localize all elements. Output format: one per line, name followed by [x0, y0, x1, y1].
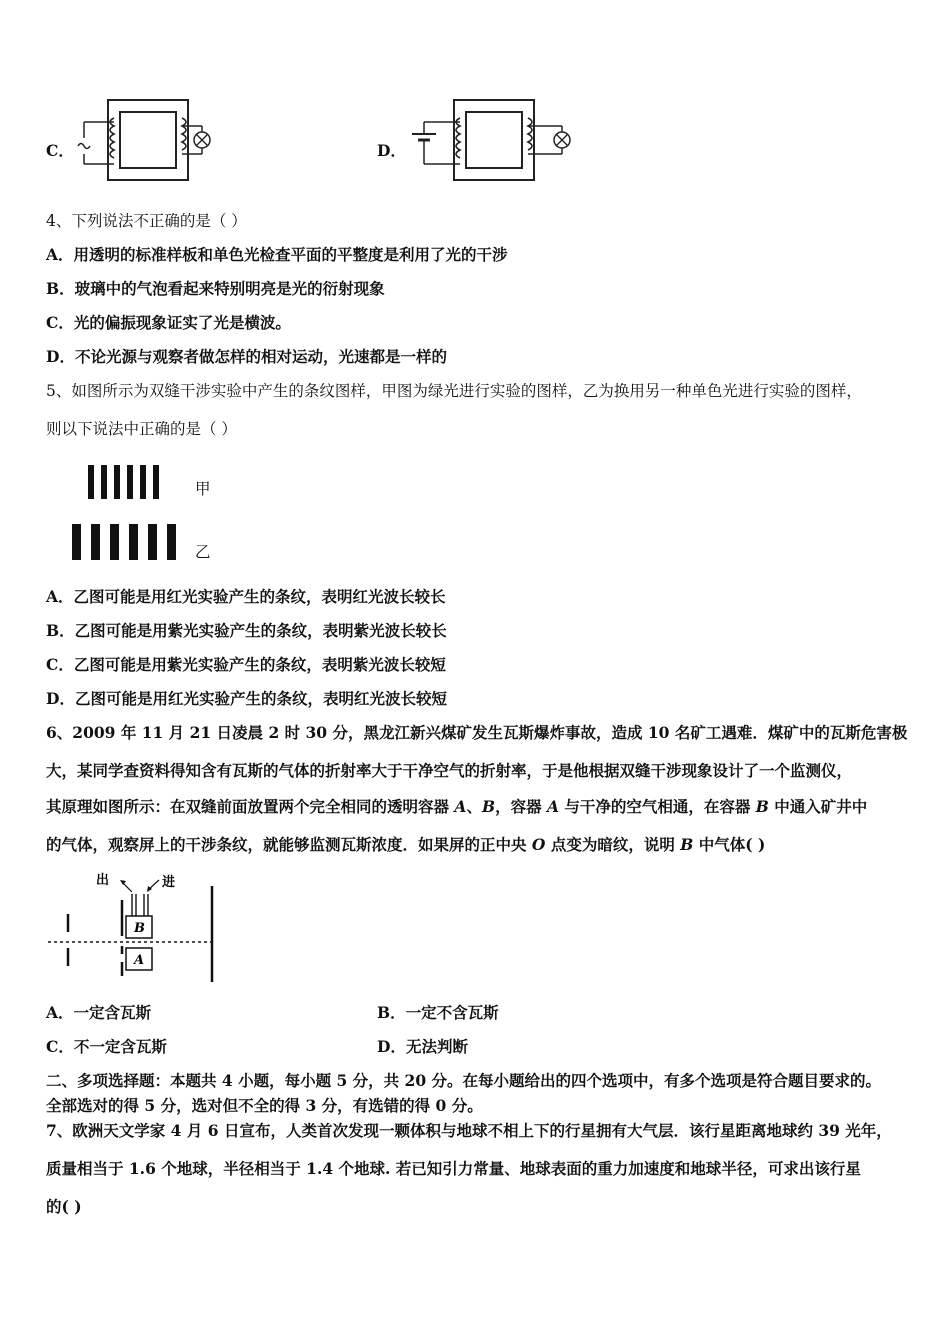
fringe-pattern-jia — [86, 465, 166, 501]
q6-line3-text-b: ，容器 — [495, 797, 547, 816]
q6-var-a: A — [454, 797, 467, 816]
q6-line4-text-c: 中气体( ) — [693, 835, 766, 854]
q4-option-b: B．玻璃中的气泡看起来特别明亮是光的衍射现象 — [46, 279, 385, 298]
q6-line3-sep: 、 — [466, 797, 482, 816]
q4-option-d: D．不论光源与观察者做怎样的相对运动，光速都是一样的 — [46, 347, 447, 366]
q5-option-b: B．乙图可能是用紫光实验产生的条纹，表明紫光波长较长 — [46, 621, 447, 640]
q5-stem-line1: 5、如图所示为双缝干涉实验中产生的条纹图样，甲图为绿光进行实验的图样，乙为换用另一种单色光进行实验的图样， — [46, 382, 862, 400]
q6-line2: 大，某同学查资料得知含有瓦斯的气体的折射率大于干净空气的折射率，于是他根据双缝干涉现象设计了一个监测仪， — [46, 761, 853, 780]
q5-option-d: D．乙图可能是用红光实验产生的条纹，表明红光波长较短 — [46, 689, 447, 708]
fig-label-yi: 乙 — [195, 543, 211, 561]
fig-in-label: 进 — [162, 875, 176, 890]
q6-line3 — [46, 796, 867, 818]
q6-option-a: A．一定含瓦斯 — [46, 1003, 152, 1022]
q7-line1: 7、欧洲天文学家 4 月 6 日宣布，人类首次发现一颗体积与地球不相上下的行星拥有大气层．该行星距离地球约 39 光年， — [46, 1121, 892, 1140]
q6-line4-text-a: 的气体，观察屏上的干涉条纹，就能够监测瓦斯浓度．如果屏的正中央 — [46, 835, 532, 854]
q6-line1: 6、2009 年 11 月 21 日凌晨 2 时 30 分，黑龙江新兴煤矿发生瓦斯爆炸事故，造成 10 名矿工遇难．煤矿中的瓦斯危害极 — [46, 723, 908, 742]
transformer-dc-figure — [404, 96, 584, 186]
double-slit-gas-detector-figure — [44, 868, 224, 986]
option-c-label: C． — [46, 141, 74, 160]
q6-var-b: B — [481, 797, 496, 816]
q7-line2: 质量相当于 1.6 个地球，半径相当于 1.4 个地球. 若已知引力常量、地球表面的重力加速度和地球半径，可求出该行星 — [46, 1159, 861, 1178]
q6-line3-text-a: 其原理如图所示：在双缝前面放置两个完全相同的透明容器 — [46, 797, 455, 816]
q6-line3-text-d: 中通入矿井中 — [768, 797, 868, 816]
fringe-pattern-yi — [70, 524, 190, 562]
section2-heading-line1: 二、多项选择题：本题共 4 小题，每小题 5 分，共 20 分。在每小题给出的四个选项中，有多个选项是符合题目要求的。 — [46, 1071, 882, 1090]
fig-out-label: 出 — [96, 873, 110, 888]
fig-label-jia: 甲 — [195, 480, 211, 498]
q6-var-o: O — [531, 835, 546, 854]
fig-container-a-label: A — [134, 953, 145, 968]
q6-line4 — [46, 834, 765, 856]
q6-option-b: B．一定不含瓦斯 — [377, 1003, 499, 1022]
q4-option-c: C．光的偏振现象证实了光是横波。 — [46, 313, 291, 332]
q6-var-b2: B — [755, 797, 769, 816]
q4-option-a: A．用透明的标准样板和单色光检查平面的平整度是利用了光的干涉 — [46, 245, 508, 264]
q6-line4-text-b: 点变为暗纹，说明 — [545, 835, 681, 854]
q5-option-c: C．乙图可能是用紫光实验产生的条纹，表明紫光波长较短 — [46, 655, 446, 674]
fig-container-b-label: B — [134, 921, 145, 936]
q6-line3-text-c: 与干净的空气相通，在容器 — [559, 797, 756, 816]
q6-var-a2: A — [546, 797, 559, 816]
q6-option-c: C．不一定含瓦斯 — [46, 1037, 167, 1056]
section2-heading-line2: 全部选对的得 5 分，选对但不全的得 3 分，有选错的得 0 分。 — [46, 1096, 483, 1115]
q6-var-b3: B — [680, 835, 694, 854]
q5-option-a: A．乙图可能是用红光实验产生的条纹，表明红光波长较长 — [46, 587, 446, 606]
q4-stem: 4、下列说法不正确的是（ ） — [46, 212, 247, 230]
q5-stem-line2: 则以下说法中正确的是（ ） — [46, 420, 237, 438]
q7-line3: 的( ) — [46, 1197, 82, 1216]
q6-option-d: D．无法判断 — [377, 1037, 468, 1056]
option-d-label: D． — [377, 141, 406, 160]
transformer-ac-figure — [74, 96, 224, 186]
